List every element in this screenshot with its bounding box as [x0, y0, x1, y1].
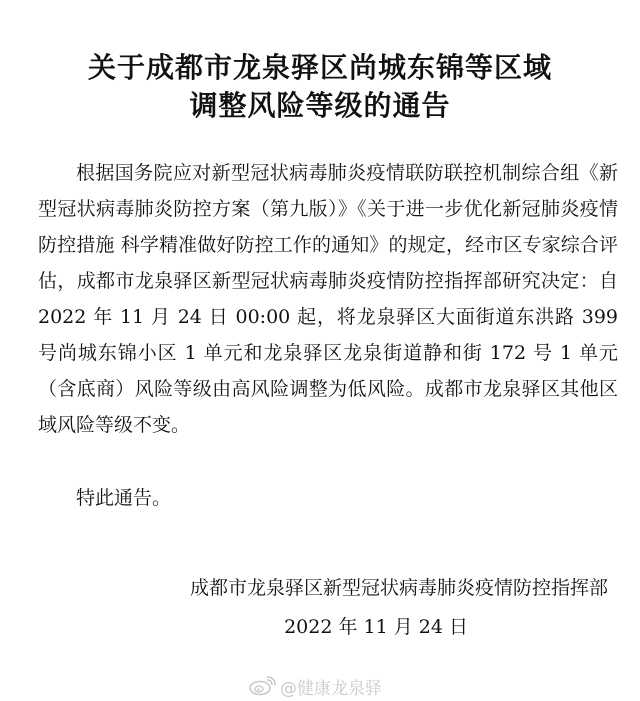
- weibo-watermark: [248, 674, 382, 698]
- notice-title-line1: 关于成都市龙泉驿区尚城东锦等区域: [87, 51, 552, 84]
- watermark-handle: @健康龙泉驿: [280, 678, 382, 699]
- signature-date: 2022 年 11 月 24 日: [284, 616, 468, 638]
- notice-closing: 特此通告。: [76, 487, 172, 509]
- notice-title-line2: 调整风险等级的通告: [189, 89, 451, 122]
- weibo-icon: [248, 676, 276, 696]
- notice-body-paragraph: 根据国务院应对新型冠状病毒肺炎疫情联防联控机制综合组《新型冠状病毒肺炎防控方案（第九版）》《关于进一步优化新冠肺炎疫情防控措施 科学精准做好防控工作的通知》的规定，经市区专家综合评估，成都市龙泉驿区新型冠状病毒肺炎疫情防控指挥部研究决定：自 2022 年 11 月 24 日 00:00 起，将龙泉驿区大面街道东洪路 399 号尚城东锦小区 1 单元和龙泉驿区龙泉街道静和街 172 号 1 单元（含底商）风险等级由高风险调整为低风险。成都市龙泉驿区其他区域风险等级不变。: [38, 162, 618, 436]
- signature-organization: 成都市龙泉驿区新型冠状病毒肺炎疫情防控指挥部: [189, 577, 608, 599]
